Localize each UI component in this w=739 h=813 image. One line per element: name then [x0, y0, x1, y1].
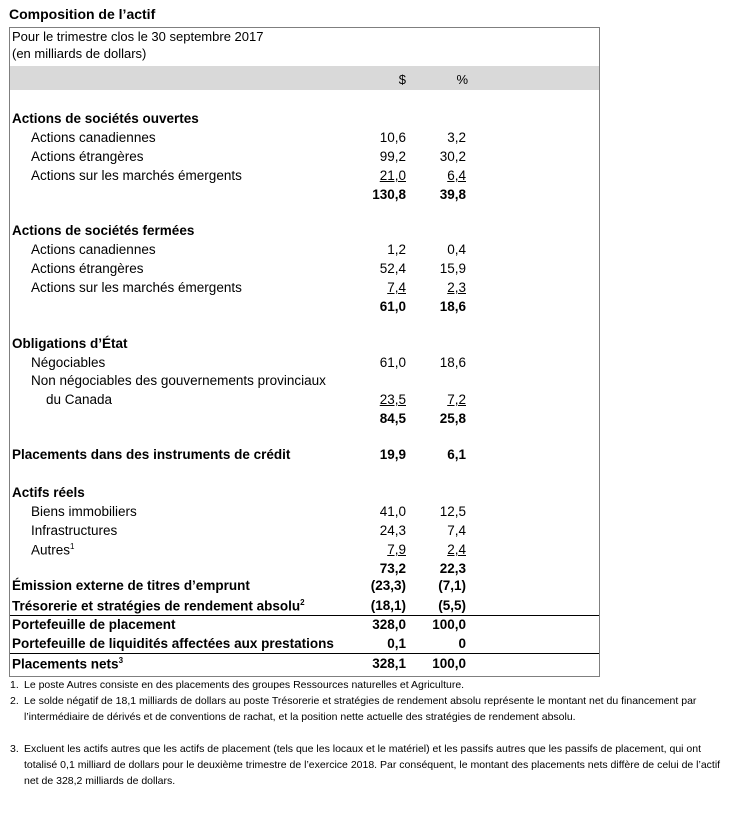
table-row	[10, 186, 599, 205]
table-row	[10, 446, 599, 465]
row-label: Actions sur les marchés émergents	[31, 280, 242, 295]
table-row	[10, 298, 599, 317]
row-label: Infrastructures	[31, 523, 118, 538]
value-percent: 100,0	[432, 656, 466, 671]
value-percent: 25,8	[439, 411, 466, 426]
row-label: Placements nets$^3$	[12, 656, 124, 672]
table-row	[10, 372, 599, 391]
value-percent: 0,4	[447, 242, 466, 257]
value-dollars: 23,5	[379, 392, 406, 407]
footnote-marker: 1	[70, 542, 75, 551]
column-header-band	[10, 66, 599, 90]
row-label: Autres$^1$	[31, 542, 75, 558]
value-dollars: 84,5	[379, 411, 406, 426]
table-row	[10, 129, 599, 148]
table-row	[10, 635, 599, 654]
value-dollars: 61,0	[379, 355, 406, 370]
table-row	[10, 222, 599, 241]
value-percent: 15,9	[439, 261, 466, 276]
value-percent: 30,2	[439, 149, 466, 164]
footnote-2: 2. Le solde négatif de 18,1 milliards de dollars au poste Trésorerie et stratégies de rendement absolu représente le montant net du financement par l’intermédiaire de dérivés et de conventions de rachat, et la position nette actuelle des stratégies de rendement absolu.	[10, 695, 697, 723]
value-percent: 22,3	[439, 561, 466, 576]
row-label: Portefeuille de placement	[12, 617, 176, 632]
row-label: Actions sur les marchés émergents	[31, 168, 242, 183]
row-label: Biens immobiliers	[31, 504, 137, 519]
table-row	[10, 597, 599, 616]
value-dollars: 10,6	[379, 130, 406, 145]
value-dollars: 328,0	[372, 617, 406, 632]
table-row	[10, 503, 599, 522]
footnote-3: 3. Excluent les actifs autres que les actifs de placement (tels que les locaux et le matériel) et les passifs autres que les passifs de placement, qui ont totalisé 0,1 milliard de dollars pour le deuxième trimestre de l’exercice 2018. Par conséquent, le montant des placements nets diffère de celui de l’actif net de 328,2 milliards de dollars.	[10, 743, 721, 787]
table-row	[10, 148, 599, 167]
value-dollars: 328,1	[372, 656, 406, 671]
value-percent: 6,4	[447, 168, 466, 183]
row-label: Émission externe de titres d’emprunt	[12, 578, 250, 593]
value-percent: 12,5	[439, 504, 466, 519]
separator-line	[10, 653, 599, 654]
value-dollars: 0,1	[387, 636, 406, 651]
value-dollars: 19,9	[379, 447, 406, 462]
table-row	[10, 335, 599, 354]
separator-line	[10, 615, 599, 616]
value-percent: 0	[458, 636, 466, 651]
table-row	[10, 167, 599, 186]
value-percent: 18,6	[439, 355, 466, 370]
row-label: Actions de sociétés ouvertes	[12, 111, 199, 126]
value-percent: 2,3	[447, 280, 466, 295]
table-row	[10, 541, 599, 560]
row-label: Actions canadiennes	[31, 130, 156, 145]
value-dollars: 52,4	[379, 261, 406, 276]
table-row	[10, 577, 599, 596]
value-percent: 7,4	[447, 523, 466, 538]
row-label: Actions canadiennes	[31, 242, 156, 257]
value-percent: 6,1	[447, 447, 466, 462]
value-dollars: 99,2	[379, 149, 406, 164]
row-label: Trésorerie et stratégies de rendement absolu$^2$	[12, 598, 305, 614]
table-row	[10, 522, 599, 541]
row-label: Placements dans des instruments de crédit	[12, 447, 291, 462]
value-dollars: 7,9	[387, 542, 406, 557]
table-row	[10, 354, 599, 373]
table-row	[10, 484, 599, 503]
value-percent: 2,4	[447, 542, 466, 557]
row-label: du Canada	[46, 392, 113, 407]
value-dollars: 1,2	[387, 242, 406, 257]
table-row	[10, 279, 599, 298]
table-row	[10, 110, 599, 129]
row-label: Négociables	[31, 355, 106, 370]
table-row	[10, 655, 599, 674]
value-percent: (7,1)	[438, 578, 466, 593]
row-label: Portefeuille de liquidités affectées aux prestations	[12, 636, 334, 651]
row-label: Actions étrangères	[31, 149, 144, 164]
table-row	[10, 241, 599, 260]
table-row	[10, 410, 599, 429]
row-label: Actifs réels	[12, 485, 85, 500]
table-row	[10, 616, 599, 635]
value-dollars: 61,0	[379, 299, 406, 314]
value-dollars: 41,0	[379, 504, 406, 519]
value-dollars: 7,4	[387, 280, 406, 295]
row-label: Actions étrangères	[31, 261, 144, 276]
value-percent: (5,5)	[438, 598, 466, 613]
table-row	[10, 391, 599, 410]
value-percent: 3,2	[447, 130, 466, 145]
footnote-marker: 3	[118, 656, 124, 665]
table-row	[10, 260, 599, 279]
value-percent: 18,6	[439, 299, 466, 314]
column-header-dollar: $	[398, 72, 406, 87]
value-dollars: 24,3	[379, 523, 406, 538]
row-label: Actions de sociétés fermées	[12, 223, 195, 238]
table-title: Composition de l’actif	[9, 6, 156, 22]
value-percent: 100,0	[432, 617, 466, 632]
value-dollars: (23,3)	[370, 578, 406, 593]
value-dollars: 21,0	[379, 168, 406, 183]
row-label: Obligations d’État	[12, 336, 128, 351]
value-dollars: 73,2	[379, 561, 406, 576]
value-percent: 39,8	[439, 187, 466, 202]
value-dollars: 130,8	[372, 187, 406, 202]
period-label: Pour le trimestre clos le 30 septembre 2017	[12, 29, 264, 44]
footnote-marker: 2	[300, 598, 305, 607]
row-label: Non négociables des gouvernements provinciaux	[31, 373, 326, 388]
value-dollars: (18,1)	[370, 598, 406, 613]
footnote-1: 1. Le poste Autres consiste en des placements des groupes Ressources naturelles et Agriculture.	[10, 679, 465, 691]
unit-label: (en milliards de dollars)	[12, 46, 147, 61]
column-header-percent: %	[456, 72, 468, 87]
value-percent: 7,2	[447, 392, 466, 407]
